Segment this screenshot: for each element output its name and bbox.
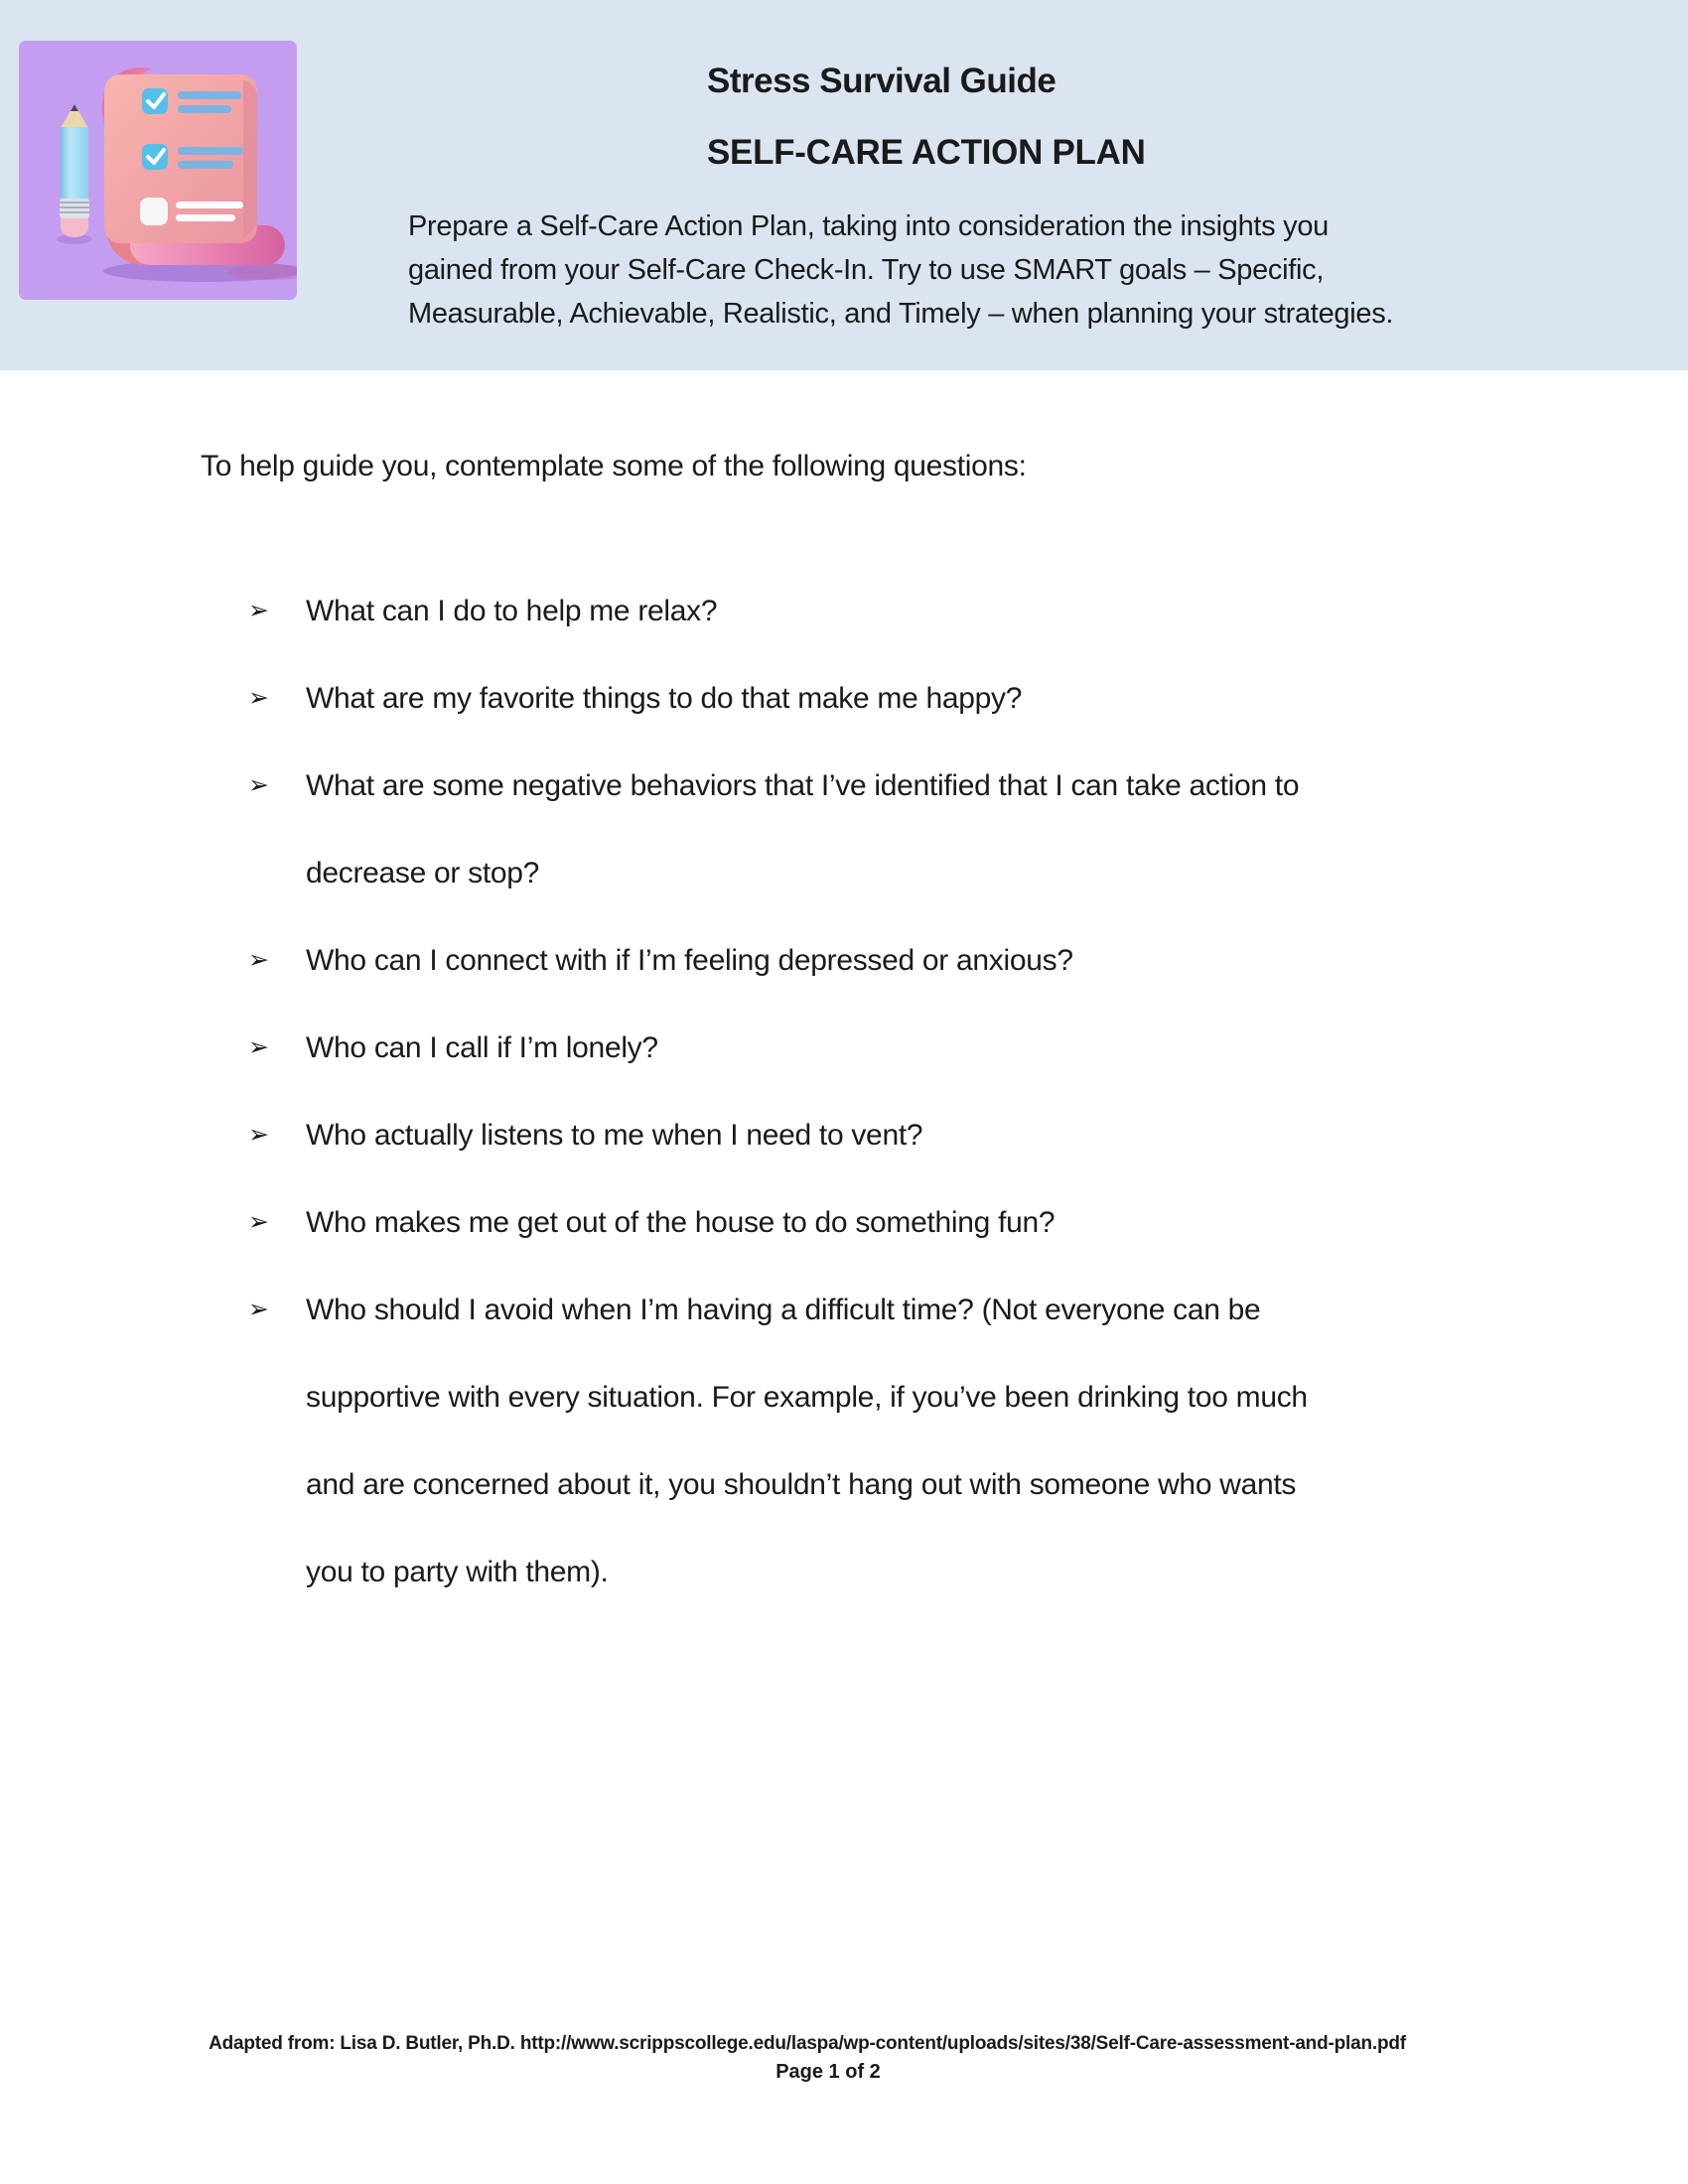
bullet-line (248, 590, 1308, 677)
checkbox-unchecked-icon (140, 198, 168, 225)
bullet-question-text: What are some negative behaviors that I’ve identified that I can take action to (306, 769, 1300, 802)
document-title: Stress Survival Guide (707, 62, 1056, 100)
footer-source-text: Adapted from: Lisa D. Butler, Ph.D. http://www.scrippscollege.edu/laspa/wp-content/uploads/sites/38/Self-Care-assessment-and-plan.pdf (209, 2033, 1406, 2054)
bullet-line (248, 1376, 1308, 1463)
bullet-question-text: What are my favorite things to do that make me happy? (306, 682, 1023, 715)
bullet-line (248, 677, 1308, 764)
checkbox-checked-icon (142, 88, 168, 114)
bullet-line (248, 1463, 1308, 1551)
header-paragraph-line: Measurable, Achievable, Realistic, and Timely – when planning your strategies. (408, 298, 1394, 330)
bullet-question-text: What can I do to help me relax? (306, 595, 718, 627)
header-paragraph-line: Prepare a Self-Care Action Plan, taking into consideration the insights you (408, 210, 1329, 242)
bullet-line (248, 1289, 1308, 1376)
bullet-arrow-icon: ➢ (248, 1032, 269, 1061)
bullet-arrow-icon: ➢ (248, 596, 269, 624)
header-paragraph (408, 205, 1393, 336)
footer-page-number: Page 1 of 2 (775, 2061, 881, 2083)
bullet-line (248, 1114, 1308, 1201)
bullet-arrow-icon: ➢ (248, 945, 269, 974)
bullet-arrow-icon: ➢ (248, 1120, 269, 1149)
bullet-arrow-icon: ➢ (248, 770, 269, 799)
checklist-scroll-illustration (19, 41, 297, 300)
bullet-line (248, 939, 1308, 1026)
bullet-question-text: Who actually listens to me when I need to vent? (306, 1119, 923, 1152)
bullet-arrow-icon: ➢ (248, 683, 269, 712)
checklist-scroll-icon (19, 41, 297, 300)
bullet-question-text: Who makes me get out of the house to do something fun? (306, 1206, 1055, 1239)
bullet-question-text: supportive with every situation. For example, if you’ve been drinking too much (306, 1381, 1308, 1414)
bullet-question-text: Who can I connect with if I’m feeling depressed or anxious? (306, 944, 1073, 977)
bullet-line (248, 764, 1308, 852)
header-paragraph-line: gained from your Self-Care Check-In. Try to use SMART goals – Specific, (408, 254, 1325, 286)
bullet-line (248, 1201, 1308, 1289)
question-list (248, 590, 1308, 1638)
bullet-question-text: Who can I call if I’m lonely? (306, 1031, 658, 1064)
bullet-arrow-icon: ➢ (248, 1295, 269, 1323)
bullet-line (248, 1026, 1308, 1114)
bullet-line (248, 852, 1308, 939)
bullet-question-text: you to party with them). (306, 1556, 609, 1588)
intro-text: To help guide you, contemplate some of the following questions: (201, 450, 1027, 482)
bullet-question-text: Who should I avoid when I’m having a difficult time? (Not everyone can be (306, 1294, 1261, 1326)
page-footer (0, 2030, 1688, 2087)
bullet-question-text: and are concerned about it, you shouldn’t hang out with someone who wants (306, 1468, 1297, 1501)
bullet-line (248, 1551, 1308, 1638)
checkbox-checked-icon (142, 144, 168, 170)
header-banner (0, 0, 1688, 370)
document-subtitle: SELF-CARE ACTION PLAN (707, 133, 1146, 172)
bullet-question-text: decrease or stop? (306, 857, 540, 889)
bullet-arrow-icon: ➢ (248, 1207, 269, 1236)
